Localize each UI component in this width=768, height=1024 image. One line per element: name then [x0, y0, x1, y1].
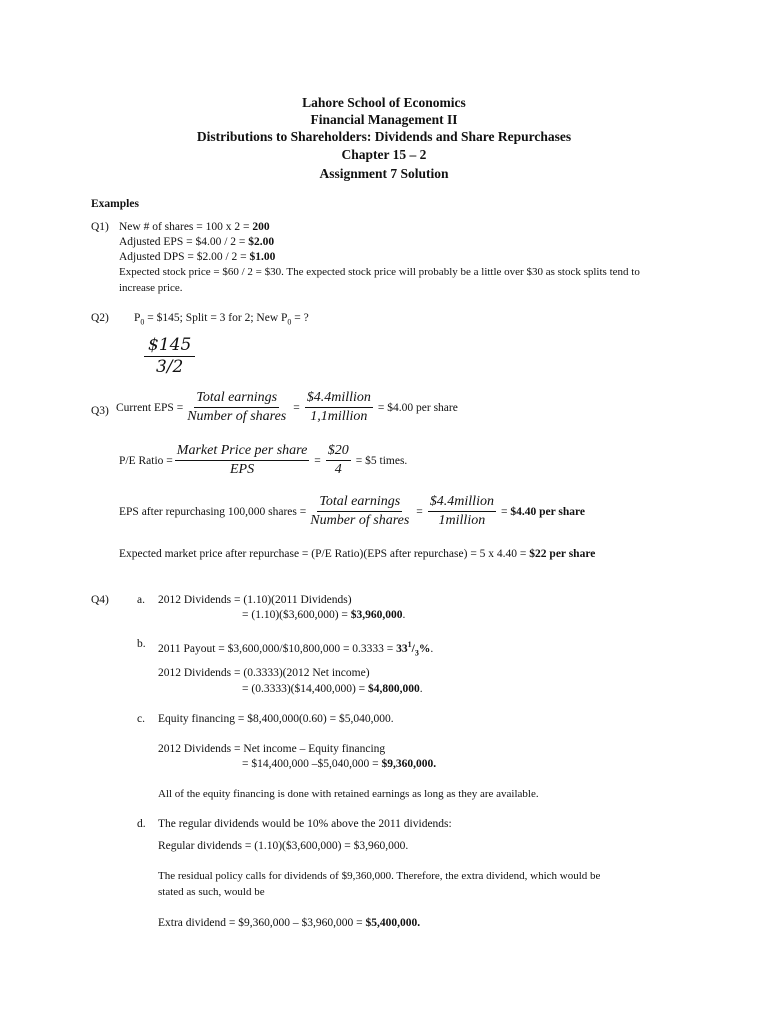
q4d-line-1: The regular dividends would be 10% above the 2011 dividends:: [158, 818, 452, 830]
q1-line-price: Expected stock price = $60 / 2 = $30. The expected stock price will probably be a little over $30 as stock splits tend to: [119, 266, 640, 278]
course-name: Financial Management II: [310, 112, 458, 127]
q3-eps-equals: =: [293, 401, 300, 414]
q3-rep-f6-den: 1million: [438, 513, 486, 528]
q3-pe-result: = $5 times.: [355, 454, 408, 467]
q1-line-dps-value: $1.00: [249, 251, 276, 263]
q2-fraction-numerator: $145: [144, 336, 195, 357]
q1-label: Q1): [91, 221, 109, 233]
q3-label: Q3): [91, 405, 109, 417]
q4b-line-1-value: $33^1/_3\%$: [396, 640, 431, 658]
q4c-line-4: All of the equity financing is done with retained earnings as long as they are available.: [158, 788, 539, 800]
q2-p-symbol: P: [134, 312, 141, 324]
q3-eps-f2-den: 1,1million: [310, 409, 368, 424]
q4c-line-2: 2012 Dividends = Net income – Equity financing: [158, 743, 386, 755]
q3-rep-result-value: $4.40 per share: [510, 505, 585, 518]
q4c-label: c.: [137, 713, 145, 725]
examples-heading: Examples: [91, 198, 139, 210]
q1-line-dps: [119, 250, 275, 265]
q4a-label: a.: [137, 594, 145, 606]
q3-eps-fraction-2: [305, 390, 373, 425]
q3-pe-ratio: [119, 443, 410, 478]
q3-rep-f5-den: Number of shares: [310, 513, 410, 528]
q1-line-eps-text: Adjusted EPS = $4.00 / 2 =: [119, 236, 249, 248]
q4b-line-1: [158, 637, 433, 660]
q4c-line-3-value: $9,360,000.: [381, 758, 437, 770]
q3-eps-f2-num: $4.4million: [305, 390, 373, 408]
q4b-line-2: 2012 Dividends = (0.3333)(2012 Net income): [158, 667, 370, 679]
q3-pe-f3-num: Market Price per share: [175, 443, 310, 461]
q4b-value-pct: %: [418, 642, 431, 655]
q3-current-eps: [116, 390, 461, 425]
q4b-line-3: [242, 682, 423, 697]
q3-rep-equals: =: [416, 505, 423, 518]
q2-statement-end: = ?: [291, 312, 309, 324]
q3-pe-equals: =: [314, 454, 321, 467]
q1-line-price-cont: increase price.: [119, 282, 183, 294]
q3-market-price-text: Expected market price after repurchase = (P/E Ratio)(EPS after repurchase) = 5 x 4.40 =: [119, 548, 530, 560]
q4d-line-5: [158, 916, 420, 931]
q3-eps-f1-num: Total earnings: [194, 390, 279, 408]
q4-label: Q4): [91, 594, 109, 606]
school-name: Lahore School of Economics: [302, 95, 466, 110]
q4d-line-5-value: $5,400,000.: [365, 917, 421, 929]
q3-rep-fraction-1: [308, 494, 411, 529]
q3-eps-fraction-1: [185, 390, 288, 425]
q4b-value-sup: 1: [407, 640, 412, 649]
q1-line-shares-text: New # of shares = 100 x 2 =: [119, 221, 253, 233]
q4d-line-3: The residual policy calls for dividends of $9,360,000. Therefore, the extra dividend, which would be: [158, 870, 601, 882]
q3-rep-result: [501, 506, 585, 518]
q4d-line-5-text: Extra dividend = $9,360,000 – $3,960,000 =: [158, 917, 366, 929]
q4b-value-sub: 3: [414, 648, 419, 658]
q3-eps-label: Current EPS =: [116, 401, 184, 414]
q2-label: Q2): [91, 312, 109, 324]
q2-statement-text: = $145; Split = 3 for 2; New P: [144, 312, 288, 324]
q2-split-fraction: [144, 336, 195, 377]
q3-market-price: [119, 547, 595, 562]
q4a-line-2: [242, 608, 405, 623]
q3-rep-label: EPS after repurchasing 100,000 shares =: [119, 505, 307, 518]
q1-line-eps: [119, 235, 274, 250]
q3-market-price-value: $22 per share: [529, 548, 596, 560]
q3-pe-f4-num: $20: [326, 443, 351, 461]
q3-eps-f1-den: Number of shares: [187, 409, 287, 424]
q4a-line-2-end: .: [402, 609, 406, 621]
q4c-line-1: Equity financing = $8,400,000(0.60) = $5,040,000.: [158, 713, 394, 725]
q4c-line-3-text: = $14,400,000 –$5,040,000 =: [242, 758, 382, 770]
q1-line-dps-text: Adjusted DPS = $2.00 / 2 =: [119, 251, 250, 263]
q4b-line-3-value: $4,800,000: [368, 683, 420, 695]
assignment-title: Assignment 7 Solution: [319, 166, 449, 181]
q4b-label: b.: [137, 638, 146, 650]
q1-line-shares-value: 200: [252, 221, 270, 233]
q4a-line-2-value: $3,960,000: [350, 609, 403, 621]
q4c-line-3: [242, 757, 436, 772]
chapter-title: Chapter 15 – 2: [341, 147, 427, 162]
q4b-line-3-end: .: [419, 683, 423, 695]
q2-p-subscript-2: 0: [287, 317, 292, 327]
q3-rep-fraction-2: [428, 494, 496, 529]
q4d-line-2: Regular dividends = (1.10)($3,600,000) = $3,960,000.: [158, 840, 409, 852]
q3-pe-fraction-1: [175, 443, 310, 478]
topic-title: Distributions to Shareholders: Dividends and Share Repurchases: [196, 129, 572, 144]
q4b-value-int: 33: [396, 642, 408, 655]
q3-rep-result-equals: =: [500, 505, 511, 518]
q3-repurchase-eps: [119, 494, 588, 529]
q4d-label: d.: [137, 818, 146, 830]
q3-eps-result: = $4.00 per share: [377, 401, 458, 414]
q4b-line-1-text: 2011 Payout = $3,600,000/$10,800,000 = 0.3333 =: [158, 642, 397, 655]
q3-pe-label: P/E Ratio =: [119, 454, 173, 467]
q3-pe-f4-den: 4: [334, 462, 342, 477]
q4d-line-4: stated as such, would be: [158, 886, 265, 898]
q2-p-subscript: 0: [140, 317, 145, 327]
q4b-line-1-end: .: [430, 642, 434, 655]
q4a-line-1: 2012 Dividends = (1.10)(2011 Dividends): [158, 594, 352, 606]
q3-rep-f5-num: Total earnings: [317, 494, 402, 512]
q3-pe-f3-den: EPS: [229, 462, 255, 477]
q3-rep-f6-num: $4.4million: [428, 494, 496, 512]
q2-statement: [134, 311, 309, 329]
q4b-line-3-text: = (0.3333)($14,400,000) =: [242, 683, 369, 695]
q1-line-shares: [119, 220, 270, 235]
q2-fraction-denominator: 3/2: [155, 357, 184, 377]
q4a-line-2-text: = (1.10)($3,600,000) =: [242, 609, 351, 621]
q2-fraction: [142, 336, 197, 377]
q3-pe-fraction-2: [326, 443, 351, 478]
q1-line-eps-value: $2.00: [248, 236, 275, 248]
